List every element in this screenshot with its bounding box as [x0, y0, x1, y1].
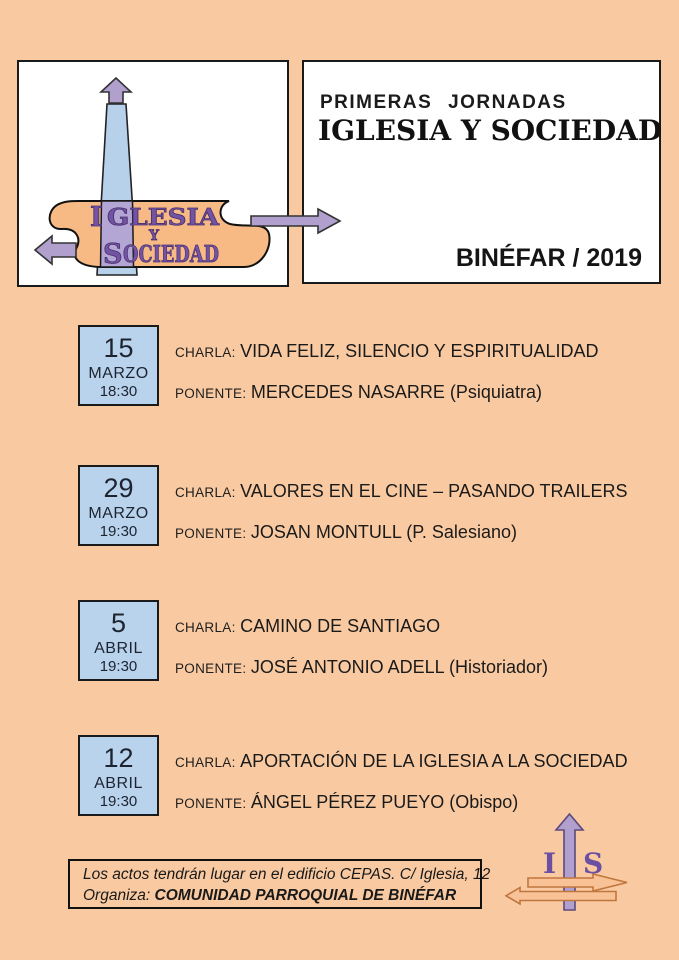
- right-arrow-icon: [250, 207, 342, 235]
- event-month: MARZO: [88, 505, 149, 522]
- organizer-name: COMUNIDAD PARROQUIAL DE BINÉFAR: [154, 887, 457, 904]
- event-month: MARZO: [88, 365, 149, 382]
- ponente-line: [175, 521, 628, 545]
- up-arrow-icon: [101, 78, 131, 103]
- left-arrow-icon: [35, 236, 76, 264]
- event-row: [78, 600, 658, 690]
- charla-line: [175, 615, 548, 639]
- event-details: [175, 480, 628, 545]
- title-panel: [302, 60, 661, 284]
- edition: BINÉFAR / 2019: [455, 244, 642, 272]
- event-time: 18:30: [99, 383, 138, 400]
- event-day: 5: [110, 608, 127, 638]
- logo-letter-i: I: [543, 847, 557, 880]
- event-day: 15: [103, 333, 134, 363]
- charla-label: CHARLA:: [175, 345, 236, 360]
- charla-title: VALORES EN EL CINE – PASANDO TRAILERS: [240, 481, 628, 501]
- event-day: 29: [103, 473, 134, 503]
- venue-line: Los actos tendrán lugar en el edificio CEPAS. C/ Iglesia, 12: [83, 866, 491, 883]
- ponente-label: PONENTE:: [175, 526, 247, 541]
- logo-panel: [17, 60, 289, 287]
- ponente-name: JOSAN MONTULL (P. Salesiano): [250, 522, 517, 542]
- logo-letter-s: S: [583, 847, 604, 880]
- event-details: [175, 615, 548, 680]
- charla-label: CHARLA:: [175, 620, 236, 635]
- event-time: 19:30: [99, 793, 138, 810]
- charla-line: [175, 340, 599, 364]
- iglesia-sociedad-logo: [19, 62, 287, 285]
- event-month: ABRIL: [94, 640, 143, 657]
- ponente-name: ÁNGEL PÉREZ PUEYO (Obispo): [250, 792, 519, 812]
- ponente-line: [175, 381, 599, 405]
- date-box: [78, 735, 159, 816]
- charla-title: APORTACIÓN DE LA IGLESIA A LA SOCIEDAD: [240, 751, 628, 771]
- ponente-line: [175, 656, 548, 680]
- date-box: [78, 465, 159, 546]
- logo-letter-y: Y: [149, 228, 159, 244]
- charla-label: CHARLA:: [175, 485, 236, 500]
- charla-title: CAMINO DE SANTIAGO: [240, 616, 441, 636]
- ponente-name: JOSÉ ANTONIO ADELL (Historiador): [250, 657, 548, 677]
- charla-line: [175, 750, 628, 774]
- ponente-label: PONENTE:: [175, 796, 247, 811]
- ponente-name: MERCEDES NASARRE (Psiquiatra): [250, 382, 542, 402]
- charla-label: CHARLA:: [175, 755, 236, 770]
- organizer-label: Organiza:: [83, 887, 155, 904]
- event-day: 12: [103, 743, 134, 773]
- charla-line: [175, 480, 628, 504]
- footer-info-box: [68, 859, 491, 909]
- kicker: PRIMERAS JORNADAS: [320, 92, 567, 113]
- poster-title: IGLESIA Y SOCIEDAD: [318, 114, 663, 147]
- date-box: [78, 600, 159, 681]
- event-time: 19:30: [99, 658, 138, 675]
- event-row: [78, 325, 658, 415]
- logo-word-ociedad: OCIEDAD: [123, 241, 219, 268]
- event-row: [78, 465, 658, 555]
- logo-letter-s: S: [103, 239, 123, 270]
- charla-title: VIDA FELIZ, SILENCIO Y ESPIRITUALIDAD: [240, 341, 599, 361]
- ponente-label: PONENTE:: [175, 661, 247, 676]
- date-box: [78, 325, 159, 406]
- organizer-line: [83, 885, 480, 906]
- logo-word-glesia: GLESIA: [107, 204, 221, 231]
- event-month: ABRIL: [94, 775, 143, 792]
- event-time: 19:30: [99, 523, 138, 540]
- ponente-label: PONENTE:: [175, 386, 247, 401]
- logo-letter-i: I: [90, 202, 103, 233]
- is-mini-logo: [495, 800, 655, 925]
- event-details: [175, 340, 599, 405]
